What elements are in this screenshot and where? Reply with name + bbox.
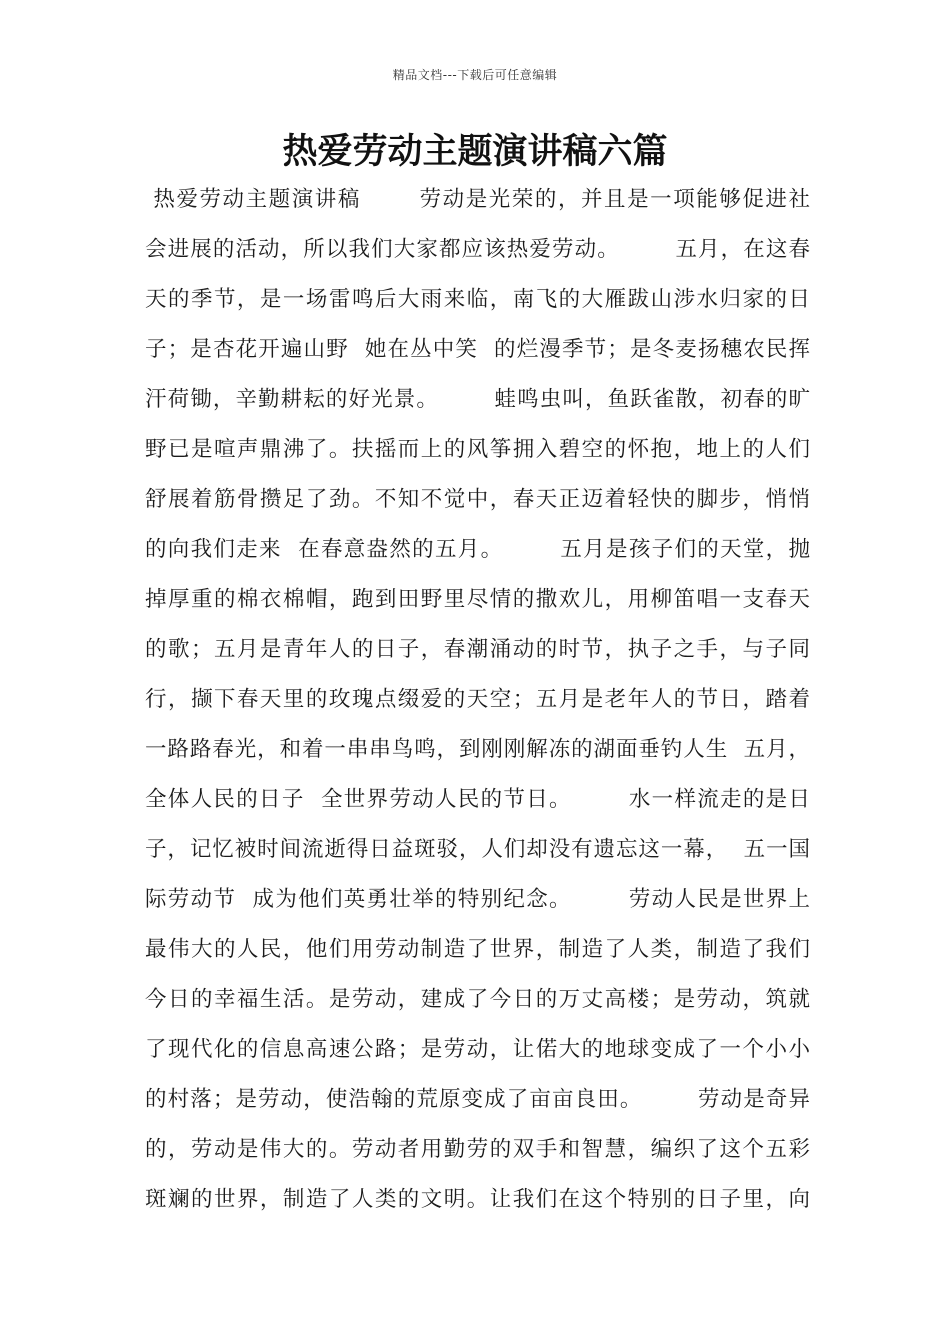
text-line: 际劳动节 成为他们英勇壮举的特别纪念。 劳动人民是世界上 — [145, 887, 810, 912]
text-line: 一路路春光，和着一串串鸟鸣，到刚刚解冻的湖面垂钓人生 五月， — [145, 737, 810, 762]
text-line: 斑斓的世界，制造了人类的文明。让我们在这个特别的日子里，向 — [145, 1187, 810, 1212]
text-line: 今日的幸福生活。是劳动，建成了今日的万丈高楼；是劳动，筑就 — [145, 987, 810, 1012]
text-line: 最伟大的人民，他们用劳动制造了世界，制造了人类，制造了我们 — [145, 937, 810, 962]
text-line: 子，记忆被时间流逝得日益斑驳，人们却没有遗忘这一幕， 五一国 — [145, 837, 810, 862]
text-line: 的村落；是劳动，使浩翰的荒原变成了亩亩良田。 劳动是奇异 — [145, 1087, 810, 1112]
page-header: 精品文档---下载后可任意编辑 — [392, 68, 558, 82]
text-line: 热爱劳动主题演讲稿 劳动是光荣的，并且是一项能够促进社 — [145, 187, 810, 212]
text-line: 会进展的活动，所以我们大家都应该热爱劳动。 五月，在这春 — [145, 237, 810, 262]
text-line: 天的季节，是一场雷鸣后大雨来临，南飞的大雁跋山涉水归家的日 — [145, 287, 810, 312]
text-line: 的向我们走来 在春意盎然的五月。 五月是孩子们的天堂，抛 — [145, 537, 810, 562]
text-line: 的，劳动是伟大的。劳动者用勤劳的双手和智慧，编织了这个五彩 — [145, 1137, 810, 1162]
text-line: 舒展着筋骨攒足了劲。不知不觉中，春天正迈着轻快的脚步，悄悄 — [145, 487, 810, 512]
text-line: 子；是杏花开遍山野 她在丛中笑 的烂漫季节；是冬麦扬穗农民挥 — [145, 337, 810, 362]
text-line: 的歌；五月是青年人的日子，春潮涌动的时节，执子之手，与子同 — [145, 637, 810, 662]
text-line: 了现代化的信息高速公路；是劳动，让偌大的地球变成了一个小小 — [145, 1037, 810, 1062]
text-line: 掉厚重的棉衣棉帽，跑到田野里尽情的撒欢儿，用柳笛唱一支春天 — [145, 587, 810, 612]
text-line: 行，撷下春天里的玫瑰点缀爱的天空；五月是老年人的节日，踏着 — [145, 687, 810, 712]
text-line: 全体人民的日子 全世界劳动人民的节日。 水一样流走的是日 — [145, 787, 810, 812]
text-line: 野已是喧声鼎沸了。扶摇而上的风筝拥入碧空的怀抱，地上的人们 — [145, 437, 810, 462]
text-line: 汗荷锄，辛勤耕耘的好光景。 蛙鸣虫叫，鱼跃雀散，初春的旷 — [145, 387, 810, 412]
document-title: 热爱劳动主题演讲稿六篇 — [282, 131, 668, 172]
